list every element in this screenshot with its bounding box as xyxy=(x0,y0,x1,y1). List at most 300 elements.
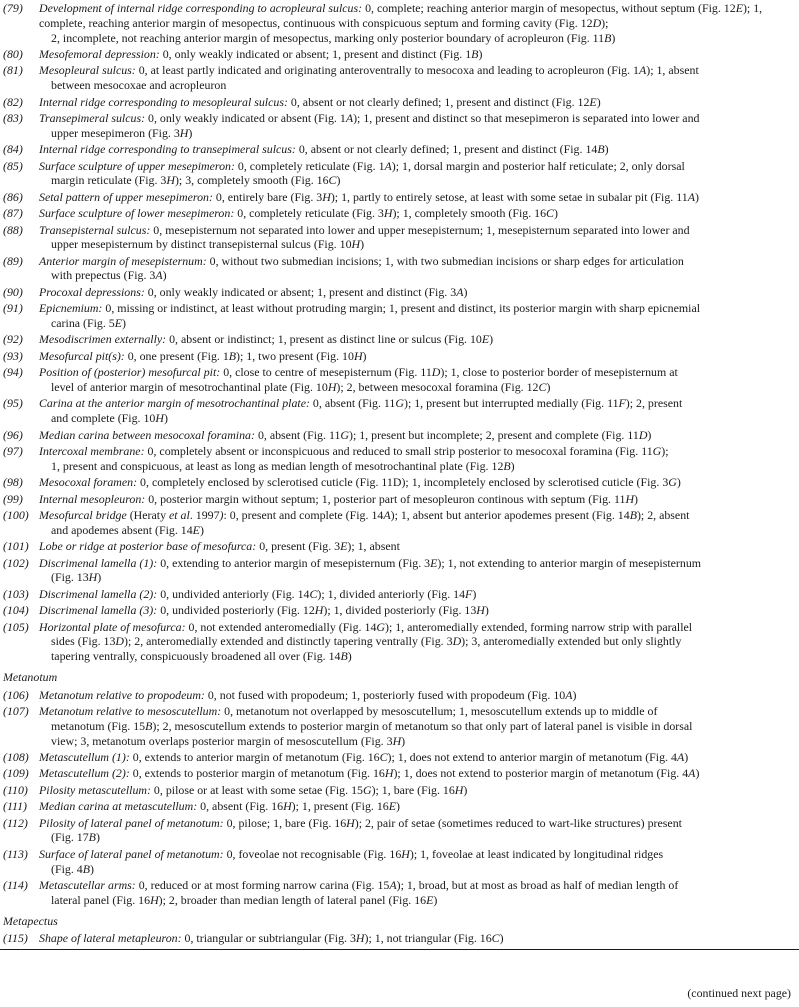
body-text: (Fig. 4 xyxy=(51,861,83,876)
body-text: 0, absent or indistinct; 1, present as distinct line or sulcus (Fig. 10 xyxy=(166,332,482,347)
italic-text: H xyxy=(625,491,635,506)
character-text-continuation xyxy=(39,459,791,474)
body-text: ); 2, pair of setae (sometimes reduced to wart-like structures) present xyxy=(354,815,682,830)
body-text: 0, absent (Fig. 11 xyxy=(254,427,341,442)
character-text xyxy=(39,396,791,411)
italic-text: Metanotum relative to propodeum: xyxy=(39,687,205,702)
italic-text: A xyxy=(155,268,163,283)
body-text: 0, complete; reaching anterior margin of mesopectus, without septum (Fig. 12 xyxy=(362,1,736,15)
italic-text: et al xyxy=(169,507,190,522)
character-text-continuation xyxy=(39,830,791,845)
character-number: (96) xyxy=(3,427,23,442)
continued-note: (continued next page) xyxy=(687,986,791,1000)
body-text: ); 1, complete, reaching anterior margin of mesopectus, continuous with conspicuous septum and forming cavity (Fig. 12 xyxy=(39,1,763,30)
italic-text: D xyxy=(638,427,648,442)
body-text: 0, entirely bare (Fig. 3 xyxy=(212,189,323,204)
italic-text: E xyxy=(589,94,597,109)
italic-text: Intercoxal membrane: xyxy=(39,444,145,458)
character-number: (112) xyxy=(3,815,28,830)
body-text: ); 2, absent xyxy=(636,507,690,522)
character-item xyxy=(0,349,799,364)
body-text: ); 1, present (Fig. 16 xyxy=(291,799,389,814)
body-text: ) xyxy=(634,491,638,506)
body-text: ) xyxy=(604,142,609,157)
body-text: ) xyxy=(347,649,352,664)
body-text: ) xyxy=(499,931,504,946)
body-text: 0, one present (Fig. 1 xyxy=(124,348,229,363)
character-text xyxy=(39,95,791,110)
italic-text: Position of (posterior) mesofurcal pit: xyxy=(39,365,221,380)
body-text: ); 2, present xyxy=(625,396,683,411)
character-text xyxy=(39,704,791,719)
character-number: (91) xyxy=(3,301,23,316)
body-text: 0, only weakly indicated or absent; 1, present and distinct (Fig. 3 xyxy=(144,284,457,299)
character-item xyxy=(0,301,799,331)
italic-text: E xyxy=(114,316,122,331)
body-text: 0, absent (Fig. 11 xyxy=(309,396,396,411)
character-text xyxy=(39,332,791,347)
character-text xyxy=(39,539,791,554)
body-text: 0, extends to posterior margin of metanotum (Fig. 16 xyxy=(129,766,385,781)
italic-text: A xyxy=(565,687,573,702)
italic-text: Epicnemium: xyxy=(39,301,103,316)
body-text: ); 1, present but interrupted medially (Fig. 11 xyxy=(403,396,619,411)
body-text: 0, completely enclosed by sclerotised cuticle (Fig. 11D); 1, incompletely enclosed by sclerotised cuticle (Fig. 3 xyxy=(137,475,669,490)
body-text: ) xyxy=(463,782,468,797)
body-text: ) xyxy=(89,861,94,876)
italic-text: E xyxy=(481,332,490,347)
body-text: 0, pilose or at least with some setae (Fig. 15 xyxy=(150,782,363,797)
character-item xyxy=(0,878,799,908)
body-text: ); xyxy=(661,444,669,458)
italic-text: Setal pattern of upper mesepimeron: xyxy=(39,189,213,204)
italic-text: C xyxy=(546,206,554,221)
italic-text: Median carina at metascutellum: xyxy=(39,799,198,814)
body-text: 0, undivided anteriorly (Fig. 14 xyxy=(157,586,310,601)
italic-text: H xyxy=(155,411,164,426)
italic-text: H xyxy=(383,206,393,221)
body-text: ); 1, present but incomplete; 2, present and complete (Fig. 11 xyxy=(349,427,639,442)
body-text: ) xyxy=(199,522,204,537)
character-number: (87) xyxy=(3,206,23,221)
character-number: (102) xyxy=(3,555,29,570)
body-text: ) xyxy=(572,687,577,702)
italic-text: G xyxy=(362,782,372,797)
character-number: (101) xyxy=(3,539,29,554)
body-text: 0, completely absent or inconspicuous and reduced to small strip posterior to mesocoxal foramina (Fig. 11 xyxy=(144,444,653,458)
character-item xyxy=(0,332,799,347)
character-number: (109) xyxy=(3,766,29,781)
character-item xyxy=(0,704,799,748)
body-text: 0, completely reticulate (Fig. 1 xyxy=(234,158,385,173)
body-text: with prepectus (Fig. 3 xyxy=(51,268,156,283)
character-text-continuation xyxy=(39,649,791,664)
character-item xyxy=(0,285,799,300)
character-text-continuation xyxy=(39,78,791,93)
body-text: 0, missing or indistinct, at least without protruding margin; 1, present and distinct, its posterior margin with sharp epicnemial xyxy=(102,301,701,316)
body-text: 0, only weakly indicated or absent; 1, present and distinct (Fig. 1 xyxy=(159,46,472,61)
character-text xyxy=(39,603,791,618)
character-number: (80) xyxy=(3,46,23,61)
character-item xyxy=(0,206,799,221)
italic-text: A xyxy=(345,110,354,125)
italic-text: B xyxy=(629,507,637,522)
body-text: ) xyxy=(684,750,689,765)
italic-text: Anterior margin of mesepisternum: xyxy=(39,253,207,268)
character-item xyxy=(0,63,799,93)
body-text: ) xyxy=(553,206,558,221)
body-text: view; 3, metanotum overlaps posterior margin of mesoscutellum (Fig. 3 xyxy=(51,733,393,748)
italic-text: H xyxy=(150,892,159,907)
italic-text: E xyxy=(426,892,434,907)
italic-text: Surface of lateral panel of metanotum: xyxy=(39,846,224,861)
italic-text: Mesofurcal pit(s): xyxy=(39,348,125,363)
character-number: (107) xyxy=(3,704,29,719)
italic-text: F xyxy=(618,396,626,411)
italic-text: Pilosity of lateral panel of metanotum: xyxy=(39,815,224,830)
body-text: ) xyxy=(510,458,515,473)
body-text: ); 3, anteromedially extended but only slightly xyxy=(461,634,682,649)
italic-text: B xyxy=(503,458,511,473)
body-text: ) xyxy=(676,475,681,490)
body-text: ); 1, present and distinct so that mesepimeron is separated into lower and xyxy=(353,110,700,125)
character-number: (105) xyxy=(3,619,29,634)
character-item xyxy=(0,475,799,490)
body-text: ); 2, between mesocoxal foramina (Fig. 12 xyxy=(336,380,539,395)
character-text-continuation xyxy=(39,570,791,585)
italic-text: Metascutellar arms: xyxy=(39,878,136,893)
character-text-continuation xyxy=(39,31,791,46)
character-text xyxy=(39,254,791,269)
italic-text: E xyxy=(430,555,438,570)
italic-text: C xyxy=(328,173,337,188)
body-text: ) xyxy=(362,348,367,363)
character-text-continuation xyxy=(39,734,791,749)
italic-text: Discrimenal lamella (1): xyxy=(39,555,158,570)
italic-text: B xyxy=(228,348,237,363)
italic-text: D xyxy=(592,15,602,30)
character-text-continuation xyxy=(39,523,791,538)
body-text: upper mesepisternum by distinct transepisternal sulcus (Fig. 10 xyxy=(51,237,352,252)
body-text: ) xyxy=(478,46,483,61)
italic-text: B xyxy=(145,718,153,733)
character-text xyxy=(39,750,791,765)
character-text-continuation xyxy=(39,634,791,649)
character-text xyxy=(39,556,791,571)
character-number: (83) xyxy=(3,110,23,125)
italic-text: Development of internal ridge corresponding to acropleural sulcus: xyxy=(39,1,363,15)
character-number: (106) xyxy=(3,687,29,702)
italic-text: G xyxy=(652,444,662,458)
character-text xyxy=(39,508,791,523)
italic-text: Shape of lateral metapleuron: xyxy=(39,931,182,946)
character-text xyxy=(39,349,791,364)
body-text: 1, present and conspicuous, at least as long as median length of mesotrochantinal plate (Fig. 12 xyxy=(51,458,504,473)
body-text: ); 1, broad, but at most as broad as half of median length of xyxy=(396,878,679,893)
italic-text: Lobe or ridge at posterior base of mesofurca: xyxy=(39,539,257,554)
body-text: ); 1, dorsal margin and posterior half reticulate; 2, only dorsal xyxy=(391,158,685,173)
italic-text: B xyxy=(340,649,348,664)
character-item xyxy=(0,847,799,877)
body-text: 0, extending to anterior margin of mesepisternum (Fig. 3 xyxy=(157,555,431,570)
character-item xyxy=(0,142,799,157)
character-item xyxy=(0,1,799,45)
body-text: ); 2, broader than median length of lateral panel (Fig. 16 xyxy=(158,892,427,907)
italic-text: G xyxy=(340,427,349,442)
italic-text: Mesodiscrimen externally: xyxy=(39,332,167,347)
body-text: 0, absent or not clearly defined; 1, present and distinct (Fig. 14 xyxy=(295,142,598,157)
body-text: 0, not extended anteromedially (Fig. 14 xyxy=(185,619,377,634)
character-number: (98) xyxy=(3,475,23,490)
italic-text: E xyxy=(192,522,200,537)
body-text: ); 1, not extending to anterior margin of mesepisternum xyxy=(437,555,702,570)
body-text: ) xyxy=(695,766,700,781)
character-item xyxy=(0,95,799,110)
italic-text: H xyxy=(351,237,361,252)
italic-text: Mesocoxal foramen: xyxy=(39,475,138,490)
body-text: 0, posterior margin without septum; 1, posterior part of mesopleuron continous with septum (Fig. 11 xyxy=(145,491,626,506)
italic-text: C xyxy=(379,750,388,765)
italic-text: C xyxy=(491,931,500,946)
italic-text: A xyxy=(384,158,392,173)
body-text: 0, triangular or subtriangular (Fig. 3 xyxy=(181,931,356,946)
italic-text: E xyxy=(735,1,743,15)
character-text-continuation xyxy=(39,411,791,426)
character-text-continuation xyxy=(39,719,791,734)
italic-text: Transepimeral sulcus: xyxy=(39,110,146,125)
character-number: (115) xyxy=(3,931,28,946)
italic-text: H xyxy=(454,782,464,797)
body-text: ); xyxy=(601,15,609,30)
italic-text: Median carina between mesocoxal foramina: xyxy=(39,427,255,442)
character-text xyxy=(39,190,791,205)
body-text: ) xyxy=(396,799,400,814)
body-text: ); 1, close to posterior border of mesepisternum at xyxy=(440,365,678,380)
italic-text: H xyxy=(346,815,355,830)
italic-text: Mesofurcal bridge xyxy=(39,507,127,522)
character-number: (86) xyxy=(3,189,23,204)
italic-text: Surface sculpture of upper mesepimeron: xyxy=(39,158,235,173)
italic-text: A xyxy=(389,878,397,893)
body-text: ) xyxy=(484,603,489,618)
character-number: (100) xyxy=(3,507,29,522)
body-text: ); 1, bare (Fig. 16 xyxy=(371,782,455,797)
character-text xyxy=(39,816,791,831)
character-item xyxy=(0,492,799,507)
character-item xyxy=(0,111,799,141)
body-text: ) xyxy=(546,380,551,395)
italic-text: Mesopleural sulcus: xyxy=(39,63,136,78)
italic-text: Internal ridge corresponding to transepimeral sulcus: xyxy=(39,142,296,157)
italic-text: B xyxy=(88,830,96,845)
body-text: ) xyxy=(360,237,365,252)
italic-text: E xyxy=(340,539,348,554)
italic-text: H xyxy=(322,189,331,204)
italic-text: B xyxy=(604,30,612,45)
character-item xyxy=(0,190,799,205)
character-number: (104) xyxy=(3,603,29,618)
body-text: ); 1, does not extend to anterior margin of metanotum (Fig. 4 xyxy=(387,750,677,765)
italic-text: H xyxy=(179,125,189,140)
italic-text: Metascutellum (2): xyxy=(39,766,130,781)
character-number: (94) xyxy=(3,365,23,380)
body-text: ) xyxy=(122,316,126,331)
italic-text: Metanotum relative to mesoscutellum: xyxy=(39,704,222,719)
italic-text: B xyxy=(597,142,605,157)
italic-text: A xyxy=(383,507,391,522)
body-text: 0, absent (Fig. 16 xyxy=(197,799,284,814)
character-item xyxy=(0,799,799,814)
character-text-continuation xyxy=(39,316,791,331)
character-text-continuation xyxy=(39,173,791,188)
character-item xyxy=(0,444,799,474)
character-text xyxy=(39,878,791,893)
italic-text: Horizontal plate of mesofurca: xyxy=(39,619,186,634)
body-text: 0, undivided posteriorly (Fig. 12 xyxy=(157,603,315,618)
section-heading: Metanotum xyxy=(3,669,58,684)
body-text: sides (Fig. 13 xyxy=(51,634,116,649)
body-text: ) xyxy=(463,284,468,299)
body-text: : 0, present and complete (Fig. 14 xyxy=(223,507,384,522)
body-text: metanotum (Fig. 15 xyxy=(51,718,146,733)
character-text xyxy=(39,206,791,221)
character-item xyxy=(0,47,799,62)
body-text: 0, close to centre of mesepisternum (Fig. 11 xyxy=(220,365,432,380)
italic-text: D xyxy=(452,634,462,649)
italic-text: H xyxy=(384,766,394,781)
body-text: ); 1, completely smooth (Fig. 16 xyxy=(392,206,547,221)
character-text xyxy=(39,931,791,946)
character-item xyxy=(0,816,799,846)
italic-text: D xyxy=(431,365,441,380)
character-text xyxy=(39,475,791,490)
character-text-continuation xyxy=(39,893,791,908)
character-number: (111) xyxy=(3,799,27,814)
body-text: 0, metanotum not overlapped by mesoscutellum; 1, mesoscutellum extends up to middle of xyxy=(221,704,658,719)
character-text xyxy=(39,285,791,300)
body-text: 0, pilose; 1, bare (Fig. 16 xyxy=(223,815,347,830)
italic-text: ) xyxy=(219,507,224,522)
italic-text: A xyxy=(638,63,647,78)
body-text: ); 1, partly to entirely setose, at least with some setae in subalar pit (Fig. 11 xyxy=(330,189,688,204)
body-text: 0, at least partly indicated and originating anteroventrally to mesocoxa and leading to acropleuron (Fig. 1 xyxy=(135,63,639,78)
character-list xyxy=(0,1,799,950)
body-text: ) xyxy=(188,125,193,140)
italic-text: D xyxy=(115,634,125,649)
italic-text: C xyxy=(309,586,318,601)
italic-text: Discrimenal lamella (2): xyxy=(39,586,158,601)
character-item xyxy=(0,587,799,602)
character-text xyxy=(39,688,791,703)
body-text: upper mesepimeron (Fig. 3 xyxy=(51,125,180,140)
body-text: tapering ventrally, conspicuously broadened all over (Fig. 14 xyxy=(51,649,341,664)
italic-text: Internal mesopleuron: xyxy=(39,491,146,506)
body-text: ); 1, absent but anterior apodemes present (Fig. 14 xyxy=(390,507,630,522)
italic-text: B xyxy=(471,46,479,61)
body-text: ) xyxy=(162,268,167,283)
character-text xyxy=(39,766,791,781)
body-text: ); 1, not triangular (Fig. 16 xyxy=(364,931,492,946)
character-number: (89) xyxy=(3,253,23,268)
body-text: ); 1, does not extend to posterior margin of metanotum (Fig. 4 xyxy=(393,766,689,781)
character-number: (95) xyxy=(3,396,23,411)
body-text: (Heraty xyxy=(126,507,169,522)
character-text-continuation xyxy=(39,126,791,141)
body-text: 2, incomplete, not reaching anterior margin of mesopectus, marking only posterior boundary of acropleuron (Fig. 11 xyxy=(51,30,605,45)
character-item xyxy=(0,783,799,798)
italic-text: Pilosity metascutellum: xyxy=(39,782,151,797)
body-text: ) xyxy=(336,173,341,188)
body-text: and complete (Fig. 10 xyxy=(51,411,156,426)
body-text: ) xyxy=(596,94,601,109)
character-text-continuation xyxy=(39,862,791,877)
character-text xyxy=(39,111,791,126)
body-text: ); 1, divided anteriorly (Fig. 14 xyxy=(317,586,466,601)
character-text xyxy=(39,492,791,507)
character-text xyxy=(39,428,791,443)
body-text: ) xyxy=(163,411,168,426)
italic-text: Internal ridge corresponding to mesopleural sulcus: xyxy=(39,94,288,109)
body-text: . 1997 xyxy=(189,507,220,522)
italic-text: H xyxy=(314,603,324,618)
section-heading: Metapectus xyxy=(3,913,58,928)
body-text: 0, absent or not clearly defined; 1, present and distinct (Fig. 12 xyxy=(287,94,590,109)
italic-text: H xyxy=(327,380,337,395)
character-item xyxy=(0,620,799,664)
body-text: lateral panel (Fig. 16 xyxy=(51,892,151,907)
italic-text: A xyxy=(676,750,685,765)
body-text: 0, completely reticulate (Fig. 3 xyxy=(234,206,384,221)
italic-text: Mesofemoral depression: xyxy=(39,46,160,61)
italic-text: H xyxy=(401,846,410,861)
body-text: 0, extends to anterior margin of metanotum (Fig. 16 xyxy=(129,750,380,765)
body-text: and apodemes absent (Fig. 14 xyxy=(51,522,193,537)
body-text: margin reticulate (Fig. 3 xyxy=(51,173,167,188)
character-item xyxy=(0,365,799,395)
body-text: ) xyxy=(97,570,102,585)
character-item xyxy=(0,750,799,765)
italic-text: Procoxal depressions: xyxy=(39,284,145,299)
italic-text: H xyxy=(353,348,363,363)
italic-text: H xyxy=(88,570,98,585)
character-text xyxy=(39,1,791,31)
italic-text: Carina at the anterior margin of mesotrochantinal plate: xyxy=(39,396,310,411)
body-text: ); 1, absent xyxy=(347,539,400,554)
character-text xyxy=(39,223,791,238)
italic-text: F xyxy=(465,586,473,601)
italic-text: C xyxy=(538,380,547,395)
character-number: (90) xyxy=(3,284,23,299)
character-item xyxy=(0,766,799,781)
body-text: 0, present (Fig. 3 xyxy=(256,539,341,554)
body-text: 0, mesepisternum not separated into lower and upper mesepisternum; 1, mesepisternum separated into lower and xyxy=(150,222,690,237)
italic-text: E xyxy=(388,799,397,814)
character-text xyxy=(39,444,791,459)
character-number: (84) xyxy=(3,142,23,157)
character-number: (93) xyxy=(3,348,23,363)
italic-text: H xyxy=(355,931,365,946)
character-item xyxy=(0,539,799,554)
body-text: 0, not fused with propodeum; 1, posteriorly fused with propodeum (Fig. 10 xyxy=(204,687,566,702)
italic-text: H xyxy=(166,173,175,188)
body-text: (Fig. 17 xyxy=(51,830,89,845)
footer-rule xyxy=(0,949,799,950)
character-text xyxy=(39,799,791,814)
character-number: (103) xyxy=(3,586,29,601)
character-item xyxy=(0,254,799,284)
italic-text: A xyxy=(687,189,695,204)
character-text xyxy=(39,47,791,62)
